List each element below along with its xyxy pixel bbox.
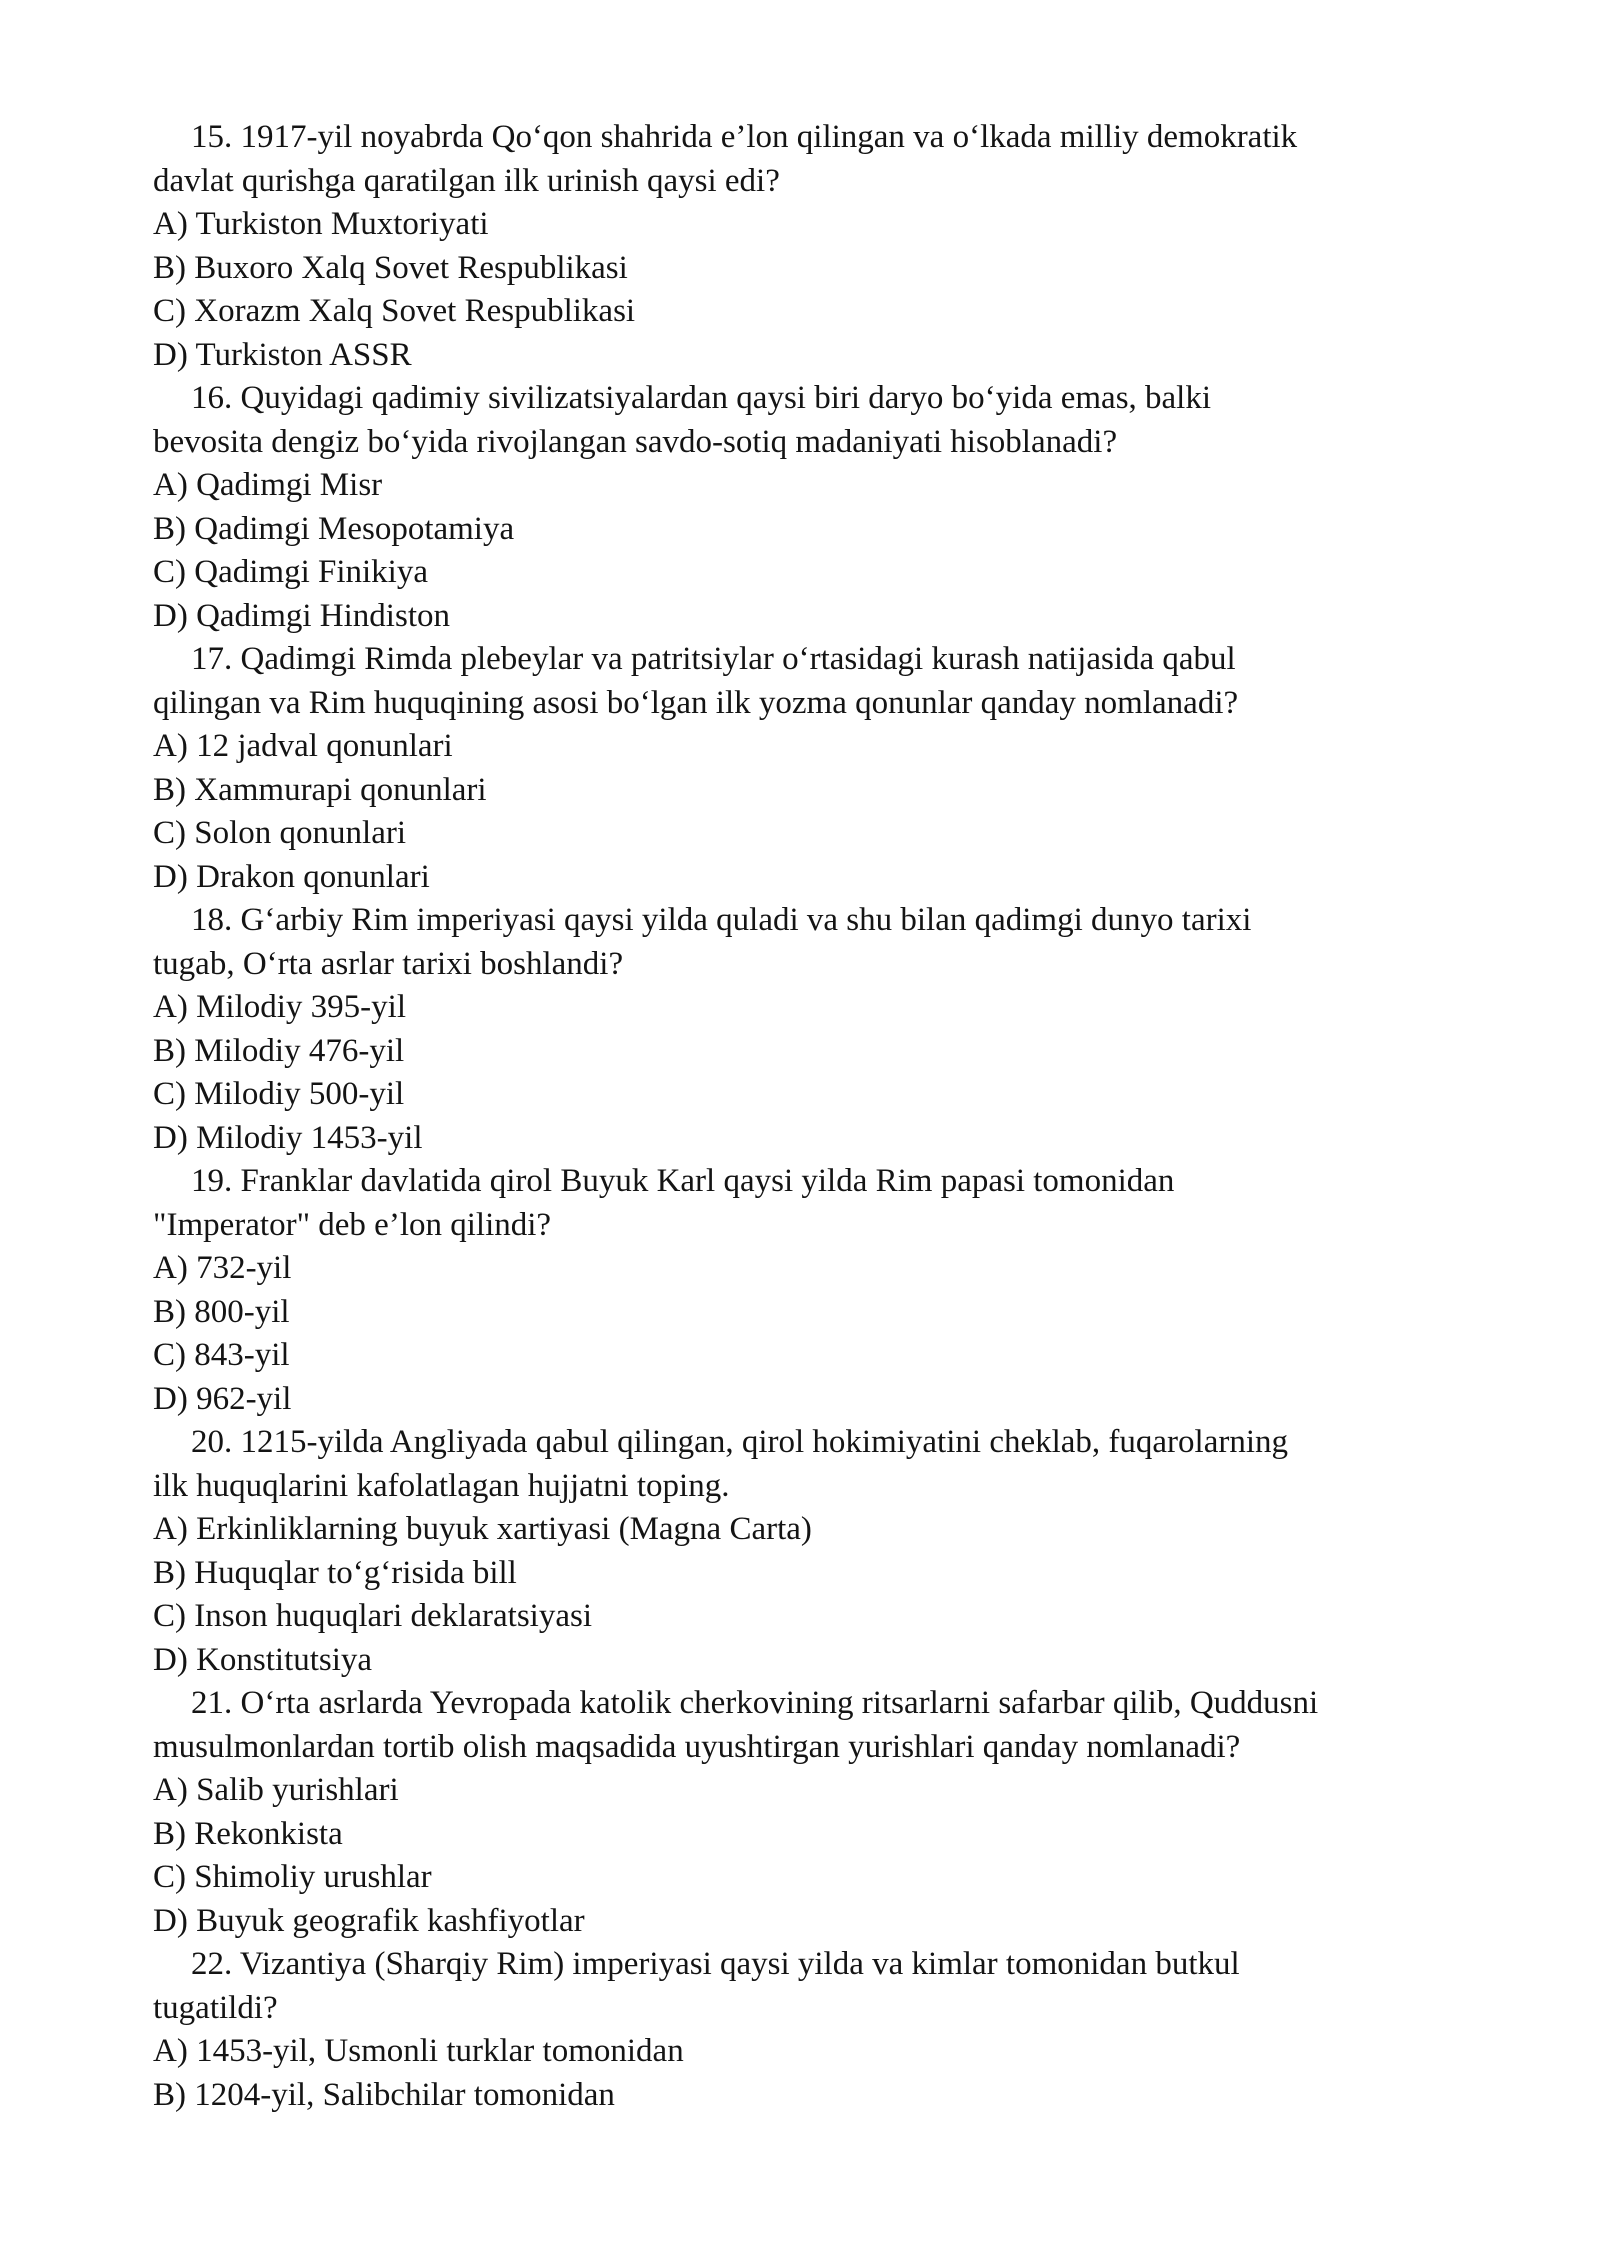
question-16 <box>153 377 1493 638</box>
answer-option-d: D) Turkiston ASSR <box>153 336 412 373</box>
answer-option-c: C) Xorazm Xalq Sovet Respublikasi <box>153 293 636 329</box>
answer-option-d: D) Drakon qonunlari <box>153 858 430 895</box>
answer-option-a: A) 1453-yil, Usmonli turklar tomonidan <box>153 2033 684 2069</box>
answer-option-c: C) 843-yil <box>153 1337 290 1373</box>
question-text: 22. Vizantiya (Sharqiy Rim) imperiyasi qaysi yilda va kimlar tomonidan butkul <box>191 1946 1240 1982</box>
answer-option-d: D) 962-yil <box>153 1380 292 1417</box>
answer-option-b: B) Qadimgi Mesopotamiya <box>153 510 515 547</box>
question-text: tugatildi? <box>153 1989 278 2026</box>
question-20 <box>153 1421 1493 1682</box>
question-15 <box>153 116 1493 377</box>
question-text: 20. 1215-yilda Angliyada qabul qilingan, qirol hokimiyatini cheklab, fuqarolarning <box>191 1424 1289 1460</box>
answer-option-a: A) 12 jadval qonunlari <box>153 728 453 764</box>
answer-option-a: A) Erkinliklarning buyuk xartiyasi (Magna Carta) <box>153 1511 812 1547</box>
answer-option-a: A) Qadimgi Misr <box>153 467 383 503</box>
question-21 <box>153 1682 1493 1943</box>
question-text: tugab, O‘rta asrlar tarixi boshlandi? <box>153 945 624 982</box>
answer-option-c: C) Milodiy 500-yil <box>153 1076 405 1112</box>
answer-option-c: C) Solon qonunlari <box>153 815 406 851</box>
answer-option-c: C) Shimoliy urushlar <box>153 1859 432 1895</box>
question-text: 15. 1917-yil noyabrda Qo‘qon shahrida e’lon qilingan va o‘lkada milliy demokratik <box>191 119 1298 155</box>
question-22 <box>153 1943 1493 2117</box>
document-page <box>153 116 1493 2117</box>
question-text: 21. O‘rta asrlarda Yevropada katolik cherkovining ritsarlarni safarbar qilib, Quddusni <box>191 1685 1319 1721</box>
answer-option-a: A) Salib yurishlari <box>153 1772 399 1808</box>
answer-option-b: B) Huquqlar to‘g‘risida bill <box>153 1554 517 1591</box>
answer-option-a: A) 732-yil <box>153 1250 292 1286</box>
question-17 <box>153 638 1493 899</box>
question-text: "Imperator" deb e’lon qilindi? <box>153 1206 552 1243</box>
question-19 <box>153 1160 1493 1421</box>
question-text: qilingan va Rim huquqining asosi bo‘lgan ilk yozma qonunlar qanday nomlanadi? <box>153 684 1239 721</box>
answer-option-d: D) Buyuk geografik kashfiyotlar <box>153 1902 585 1939</box>
answer-option-a: A) Milodiy 395-yil <box>153 989 406 1025</box>
answer-option-b: B) Xammurapi qonunlari <box>153 771 487 808</box>
question-text: davlat qurishga qaratilgan ilk urinish qaysi edi? <box>153 162 780 199</box>
answer-option-d: D) Milodiy 1453-yil <box>153 1119 423 1156</box>
answer-option-a: A) Turkiston Muxtoriyati <box>153 206 489 242</box>
answer-option-b: B) Buxoro Xalq Sovet Respublikasi <box>153 249 628 286</box>
question-text: ilk huquqlarini kafolatlagan hujjatni toping. <box>153 1467 730 1504</box>
question-text: 19. Franklar davlatida qirol Buyuk Karl qaysi yilda Rim papasi tomonidan <box>191 1163 1175 1199</box>
answer-option-b: B) Rekonkista <box>153 1815 343 1852</box>
answer-option-b: B) Milodiy 476-yil <box>153 1032 405 1069</box>
question-18 <box>153 899 1493 1160</box>
question-text: bevosita dengiz bo‘yida rivojlangan savdo-sotiq madaniyati hisoblanadi? <box>153 423 1118 460</box>
answer-option-b: B) 1204-yil, Salibchilar tomonidan <box>153 2076 615 2113</box>
question-text: 18. G‘arbiy Rim imperiyasi qaysi yilda quladi va shu bilan qadimgi dunyo tarixi <box>191 902 1252 938</box>
question-text: 16. Quyidagi qadimiy sivilizatsiyalardan qaysi biri daryo bo‘yida emas, balki <box>191 380 1212 416</box>
answer-option-d: D) Qadimgi Hindiston <box>153 597 450 634</box>
question-text: 17. Qadimgi Rimda plebeylar va patritsiylar o‘rtasidagi kurash natijasida qabul <box>191 641 1236 677</box>
answer-option-b: B) 800-yil <box>153 1293 290 1330</box>
question-text: musulmonlardan tortib olish maqsadida uyushtirgan yurishlari qanday nomlanadi? <box>153 1728 1241 1765</box>
answer-option-c: C) Qadimgi Finikiya <box>153 554 428 590</box>
answer-option-c: C) Inson huquqlari deklaratsiyasi <box>153 1598 592 1634</box>
answer-option-d: D) Konstitutsiya <box>153 1641 373 1678</box>
